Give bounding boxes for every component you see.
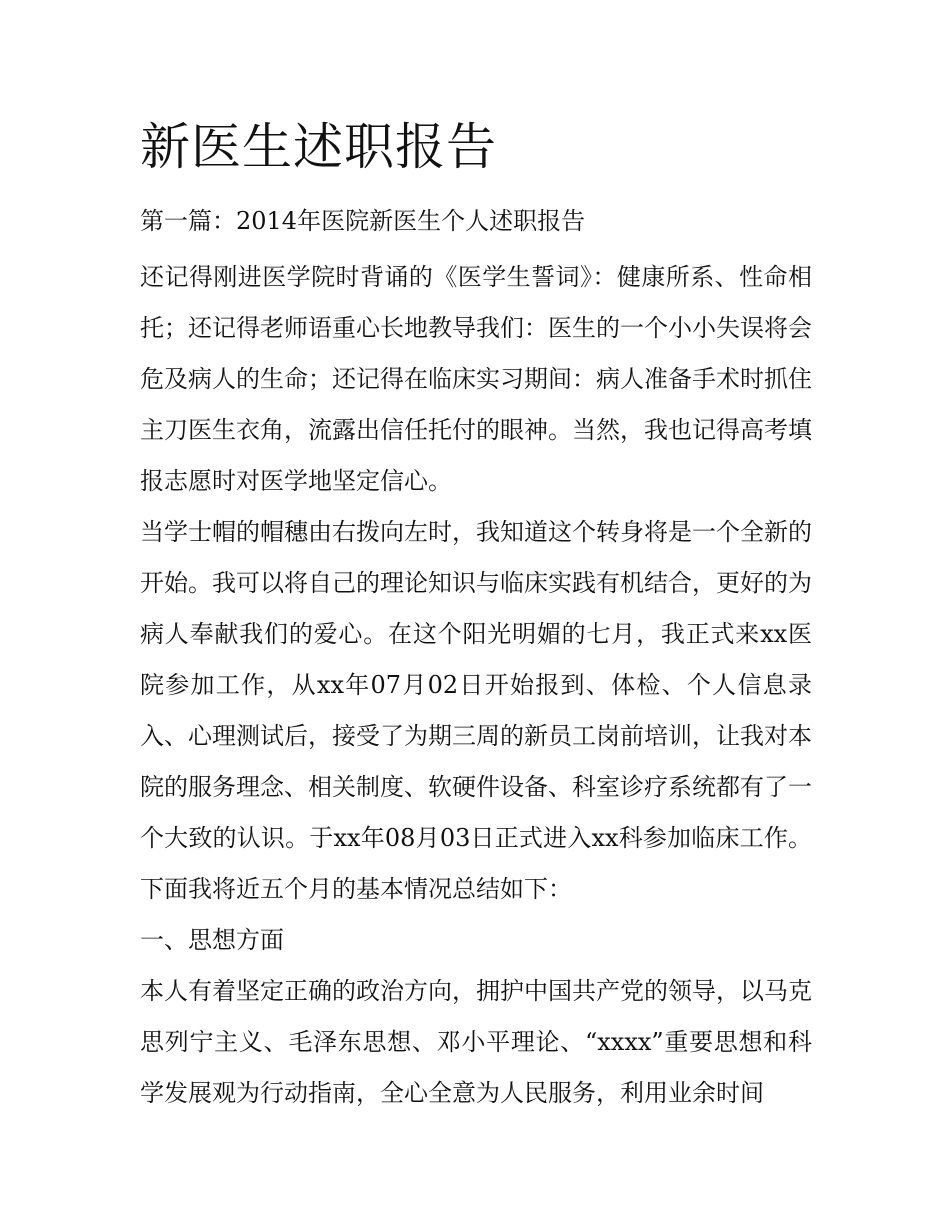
document-title: 新医生述职报告 <box>140 118 497 176</box>
section-heading-ideology: 一、思想方面 <box>140 926 284 954</box>
paragraph-start-work: 当学士帽的帽穗由右拨向左时，我知道这个转身将是一个全新的开始。我可以将自己的理论知识与临床实践有机结合，更好的为病人奉献我们的爱心。在这个阳光明媚的七月，我正式来xx医院参加工作，从xx年07月02日开始报到、体检、个人信息录入、心理测试后，接受了为期三周的新员工岗前培训，让我对本院的服务理念、相关制度、软硬件设备、科室诊疗系统都有了一个大致的认识。于xx年08月03日正式进入xx科参加临床工作。下面我将近五个月的基本情况总结如下： <box>140 518 812 903</box>
paragraph-intro: 还记得刚进医学院时背诵的《医学生誓词》：健康所系、性命相托；还记得老师语重心长地教导我们：医生的一个小小失误将会危及病人的生命；还记得在临床实习期间：病人准备手术时抓住主刀医生衣角，流露出信任托付的眼神。当然，我也记得高考填报志愿时对医学地坚定信心。 <box>140 263 812 495</box>
paragraph-ideology: 本人有着坚定正确的政治方向，拥护中国共产党的领导，以马克思列宁主义、毛泽东思想、邓小平理论、“xxxx”重要思想和科学发展观为行动指南，全心全意为人民服务，利用业余时间 <box>140 977 812 1107</box>
document-body <box>140 252 812 1119</box>
document-subtitle: 第一篇：2014年医院新医生个人述职报告 <box>140 207 586 235</box>
